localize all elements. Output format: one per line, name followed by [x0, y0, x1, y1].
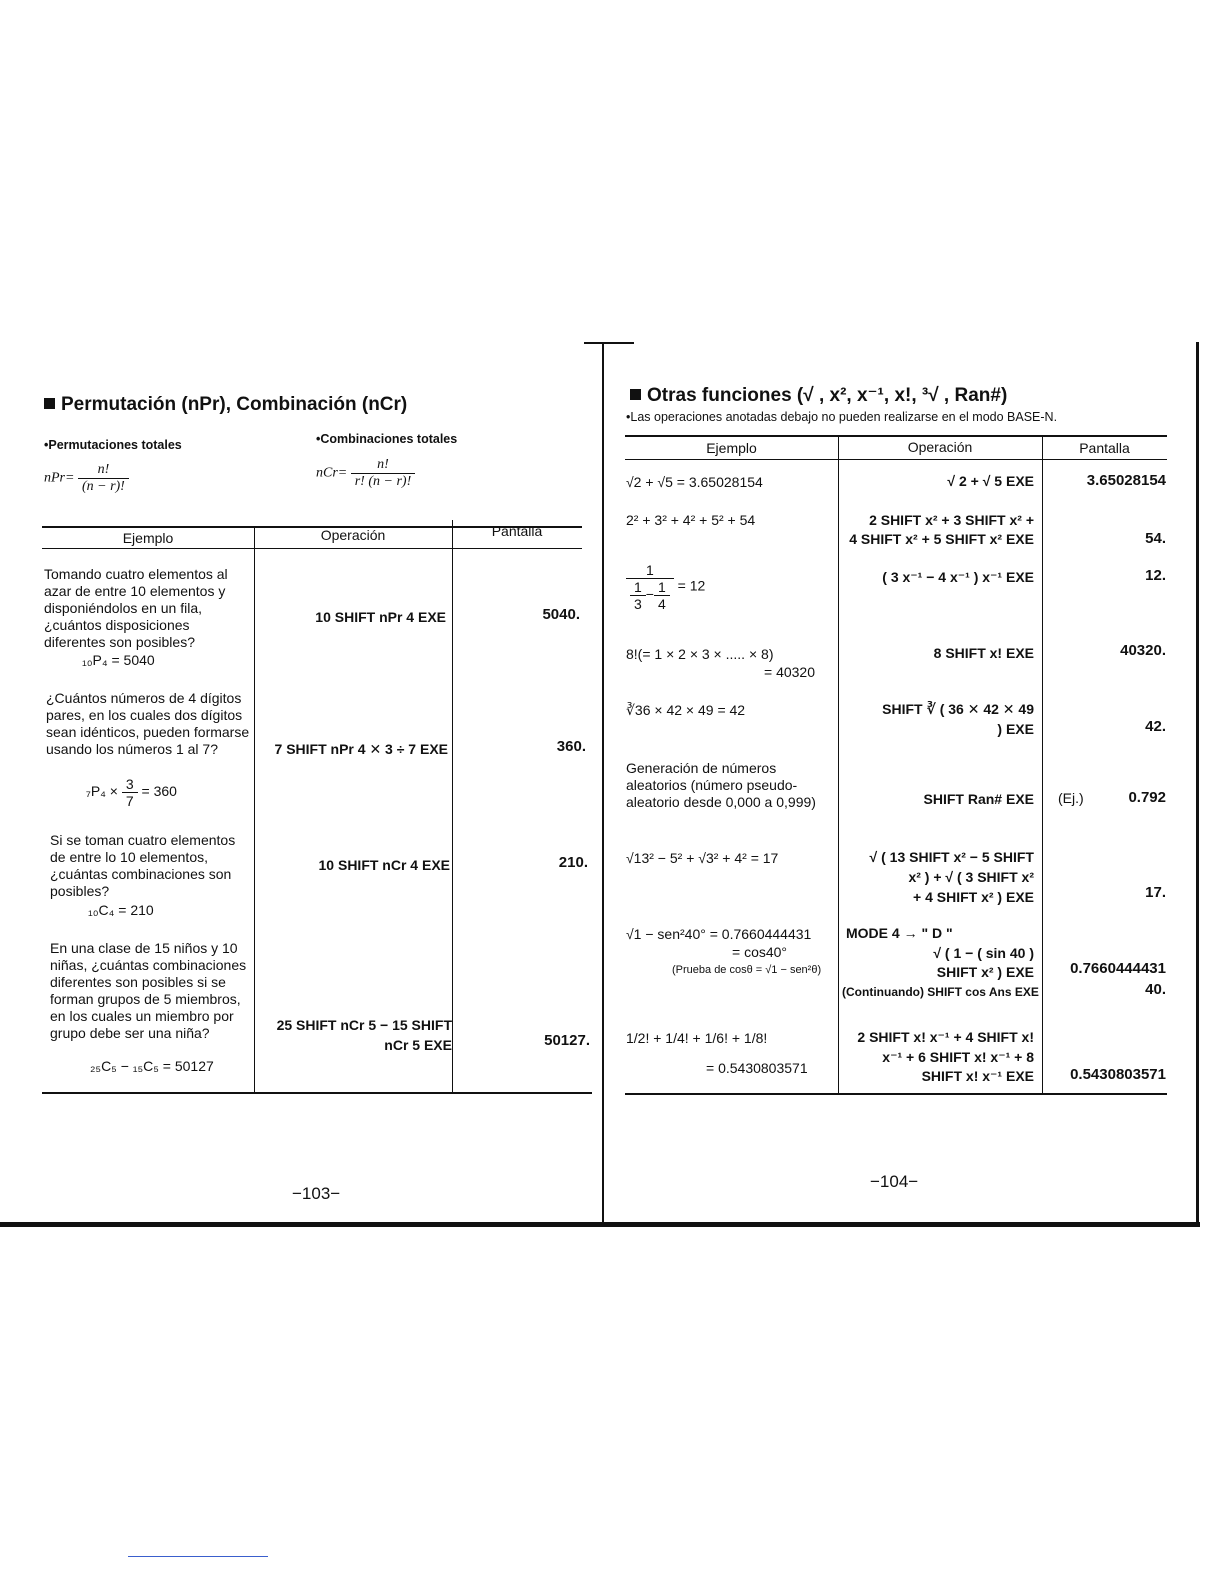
- perm-formula: [44, 462, 129, 495]
- right-row6-display: 0.792: [1128, 789, 1166, 806]
- right-row8-operation-1: MODE 4 → " D ": [846, 925, 953, 941]
- right-row9-operation-3: SHIFT x! x⁻¹ EXE: [921, 1068, 1034, 1084]
- right-row4-example-2: = 40320: [764, 664, 815, 680]
- comb-lhs: nCr=: [316, 465, 348, 481]
- right-title: [630, 384, 1007, 407]
- right-row8-display-2: 40.: [1145, 981, 1166, 998]
- left-row4-operation-1: 25 SHIFT nCr 5 − 15 SHIFT: [276, 1017, 452, 1033]
- right-row9-example-1: 1/2! + 1/4! + 1/6! + 1/8!: [626, 1030, 768, 1046]
- left-page-number: −103−: [292, 1184, 341, 1203]
- comb-formula: [316, 457, 415, 490]
- right-row8-operation-3: SHIFT x² ) EXE: [936, 964, 1034, 980]
- left-row4-formula: ₂₅C₅ − ₁₅C₅ = 50127: [90, 1058, 214, 1074]
- left-row4-operation-2: nCr 5 EXE: [384, 1037, 452, 1053]
- comb-label: •Combinaciones totales: [316, 432, 458, 446]
- left-header-ejemplo: Ejemplo: [122, 530, 174, 546]
- right-table-divider-2: [1042, 435, 1043, 1094]
- comb-den: r! (n − r)!: [354, 474, 412, 489]
- right-row3-den-b: 1: [654, 579, 670, 596]
- left-table-bottom-rule: [42, 1092, 592, 1094]
- right-row6-display-prefix: (Ej.): [1058, 790, 1084, 806]
- right-row3-fraction: [626, 562, 674, 612]
- right-row7-example: √13² − 5² + √3² + 4² = 17: [626, 850, 779, 866]
- right-row1-example: √2 + √5 = 3.65028154: [626, 474, 763, 490]
- right-row4-example-1: 8!(= 1 × 2 × 3 × ..... × 8): [626, 646, 774, 662]
- comb-num: n!: [351, 457, 416, 474]
- right-row2-display: 54.: [1145, 530, 1166, 547]
- right-row3-rhs: = 12: [677, 577, 706, 594]
- right-row5-display: 42.: [1145, 718, 1166, 735]
- perm-lhs: nPr=: [44, 470, 75, 486]
- right-table-divider-1: [838, 435, 839, 1094]
- right-row9-operation-2: x⁻¹ + 6 SHIFT x! x⁻¹ + 8: [882, 1049, 1034, 1065]
- left-row3-operation: 10 SHIFT nCr 4 EXE: [318, 857, 450, 873]
- left-row1-formula: ₁₀P₄ = 5040: [82, 652, 155, 668]
- right-row9-example-2: = 0.5430803571: [706, 1060, 808, 1076]
- left-row2-den: 7: [125, 793, 134, 809]
- right-row3-den-d: 4: [657, 596, 666, 612]
- right-header-operacion: Operación: [907, 439, 973, 455]
- right-row7-operation-2: x² ) + √ ( 3 SHIFT x²: [908, 869, 1034, 885]
- right-row8-example-3: (Prueba de cosθ = √1 − sen²θ): [672, 964, 822, 976]
- right-row2-operation-1: 2 SHIFT x² + 3 SHIFT x² +: [869, 512, 1034, 528]
- left-row4-example: En una clase de 15 niños y 10 niñas, ¿cuántas combinaciones diferentes son posibles si se forman grupos de 5 miembros, en los cuales un miembro por grupo debe ser una niña?: [50, 940, 247, 1041]
- left-row3-example: Si se toman cuatro elementos de entre lo 10 elementos, ¿cuántas combinaciones son posibles?: [50, 832, 236, 899]
- right-row5-operation-2: ) EXE: [997, 721, 1034, 737]
- right-row7-operation-3: + 4 SHIFT x² ) EXE: [913, 889, 1034, 905]
- right-header-ejemplo: Ejemplo: [706, 440, 757, 456]
- right-header-pantalla: Pantalla: [1079, 440, 1130, 456]
- right-row9-display: 0.5430803571: [1070, 1066, 1166, 1083]
- left-table-divider-2: [452, 520, 453, 1093]
- right-row4-operation: 8 SHIFT x! EXE: [933, 645, 1034, 661]
- right-row5-operation-1: SHIFT ∛ ( 36 ✕ 42 ✕ 49: [882, 701, 1034, 717]
- right-table-header-rule: [625, 459, 1167, 460]
- right-row8-operation-2: √ ( 1 − ( sin 40 ): [933, 945, 1034, 961]
- left-table-header-rule: [42, 548, 582, 549]
- right-note: •Las operaciones anotadas debajo no pueden realizarse en el modo BASE-N.: [626, 410, 1058, 424]
- left-row2-formula: [86, 776, 177, 809]
- right-row3-den-a: 1: [630, 579, 646, 596]
- square-bullet-icon: [44, 398, 55, 409]
- right-row3-operation: ( 3 x⁻¹ − 4 x⁻¹ ) x⁻¹ EXE: [882, 569, 1034, 585]
- right-row8-operation-4: (Continuando) SHIFT cos Ans EXE: [842, 985, 1039, 999]
- left-header-pantalla: Pantalla: [491, 523, 543, 539]
- spine-line: [602, 342, 604, 1227]
- right-row2-example: 2² + 3² + 4² + 5² + 54: [626, 512, 756, 528]
- left-row2-formula-a: ₇P₄ ×: [86, 783, 118, 800]
- right-row1-display: 3.65028154: [1086, 472, 1166, 489]
- square-bullet-icon-right: [630, 389, 641, 400]
- right-row4-display: 40320.: [1120, 642, 1166, 659]
- perm-label: •Permutaciones totales: [44, 438, 182, 452]
- right-row6-example: Generación de números aleatorios (número pseudo-aleatorio desde 0,000 a 0,999): [626, 760, 816, 810]
- right-row8-display-1: 0.7660444431: [1070, 960, 1166, 977]
- right-edge-mark: [1196, 342, 1199, 1227]
- perm-num: n!: [78, 462, 129, 479]
- right-row3-den: $\frac{1}{3}$ − $\frac{1}{4}$: [626, 579, 674, 612]
- right-row3-display: 12.: [1145, 567, 1166, 584]
- bottom-blue-line: [128, 1556, 268, 1557]
- spine-top-mark: [584, 342, 634, 344]
- left-row1-display: 5040.: [542, 606, 580, 623]
- right-row7-operation-1: √ ( 13 SHIFT x² − 5 SHIFT: [869, 849, 1034, 865]
- bottom-edge-bar: [0, 1222, 1200, 1227]
- left-title-text: Permutación (nPr), Combinación (nCr): [61, 394, 408, 415]
- left-header-operacion: Operación: [320, 527, 386, 543]
- left-row2-display: 360.: [556, 738, 586, 755]
- right-row7-display: 17.: [1145, 884, 1166, 901]
- left-row2-fraction: [122, 776, 138, 809]
- left-title: [44, 394, 407, 416]
- right-row3-num: 1: [626, 562, 674, 579]
- left-row3-display: 210.: [558, 854, 588, 871]
- left-row2-num: 3: [122, 776, 138, 793]
- right-row8-example-1: √1 − sen²40° = 0.7660444431: [626, 926, 812, 942]
- right-row3-example: [626, 562, 705, 612]
- right-row3-den-c: 3: [634, 596, 642, 612]
- right-page-number: −104−: [870, 1172, 919, 1191]
- perm-den: (n − r)!: [81, 479, 125, 494]
- perm-fraction: [78, 462, 129, 495]
- comb-fraction: [351, 457, 416, 490]
- left-row1-operation: 10 SHIFT nPr 4 EXE: [315, 609, 446, 625]
- left-row4-display: 50127.: [544, 1032, 590, 1049]
- right-row6-operation: SHIFT Ran# EXE: [923, 791, 1034, 807]
- left-row2-example: ¿Cuántos números de 4 dígitos pares, en los cuales dos dígitos sean idénticos, pueden formarse usando los números 1 al 7?: [46, 690, 250, 757]
- right-row5-example: ∛36 × 42 × 49 = 42: [626, 702, 746, 718]
- left-row2-operation: 7 SHIFT nPr 4 ✕ 3 ÷ 7 EXE: [274, 741, 448, 757]
- left-row1-example: Tomando cuatro elementos al azar de entre 10 elementos y disponiéndolos en un fila, ¿cuántos disposiciones diferentes son posibles?: [44, 566, 228, 650]
- right-table-top-rule: [625, 435, 1167, 437]
- left-row3-formula: ₁₀C₄ = 210: [88, 902, 154, 918]
- right-title-text: Otras funciones (√ , x², x⁻¹, x!, ³√ , Ran#): [647, 385, 1008, 406]
- right-table-bottom-rule: [625, 1093, 1167, 1095]
- right-row1-operation: √ 2 + √ 5 EXE: [947, 473, 1034, 489]
- left-row2-formula-b: = 360: [141, 783, 177, 800]
- right-row2-operation-2: 4 SHIFT x² + 5 SHIFT x² EXE: [849, 531, 1034, 547]
- right-row8-example-2: = cos40°: [732, 944, 788, 960]
- right-row9-operation-1: 2 SHIFT x! x⁻¹ + 4 SHIFT x!: [857, 1029, 1034, 1045]
- right-row3-den-frac-a: [630, 579, 646, 612]
- right-row3-den-frac-b: [654, 579, 670, 612]
